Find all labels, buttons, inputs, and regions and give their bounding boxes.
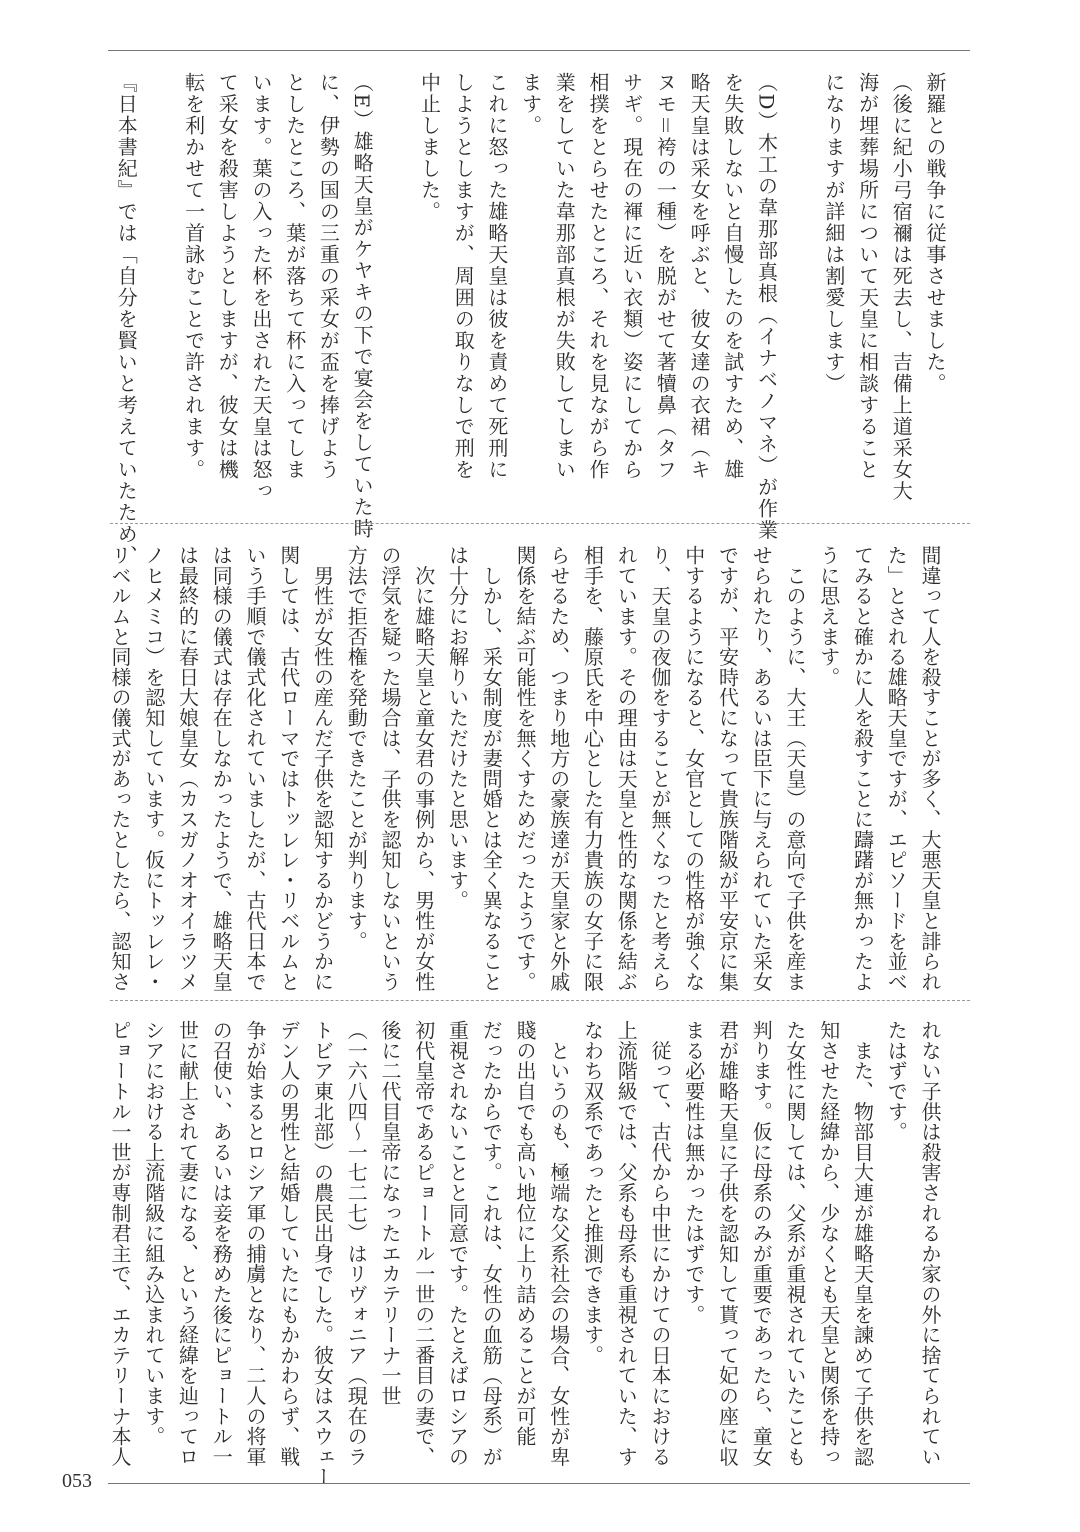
top-rule bbox=[108, 50, 970, 51]
text-column: 新羅との戦争に従事させました。 bbox=[923, 72, 947, 395]
text-column: らせるため、つまり地方の豪族達が天皇家と外戚 bbox=[546, 545, 571, 992]
band-divider bbox=[110, 523, 970, 524]
text-column: れています。その理由は天皇と性的な関係を結ぶ bbox=[614, 545, 639, 992]
text-column: なわち双系であったと推測できます。 bbox=[580, 1020, 605, 1366]
band-divider bbox=[110, 1000, 970, 1001]
text-column: 次に雄略天皇と童女君の事例から、男性が女性 bbox=[411, 545, 436, 992]
text-column: （一六八四～一七二七）はリヴォニア（現在のラ bbox=[344, 1020, 369, 1467]
text-column: うに思えます。 bbox=[816, 545, 841, 688]
text-column: ヌモ＝袴の一種）を脱がせて著犢鼻（タフ bbox=[653, 72, 678, 481]
text-column: てみると確かに人を殺すことに躊躇が無かったよ bbox=[850, 545, 875, 992]
text-column: 中止しました。 bbox=[417, 72, 442, 223]
text-column: 海が埋葬場所について天皇に相談すること bbox=[855, 72, 880, 481]
page-number: 053 bbox=[62, 1470, 92, 1492]
text-column: た女性に関しては、父系が重視されていたことも bbox=[783, 1020, 807, 1467]
text-column: 知させた経緯から、少なくとも天皇と関係を持っ bbox=[816, 1020, 841, 1467]
text-column: たはずです。 bbox=[884, 1020, 909, 1142]
text-column: に、伊勢の国の三重の采女が盃を捧げよう bbox=[316, 72, 341, 481]
text-column: 略天皇は采女を呼ぶと、彼女達の衣裙（キ bbox=[687, 72, 712, 481]
text-column: 君が雄略天皇に子供を認知して貰って妃の座に収 bbox=[715, 1020, 740, 1467]
text-column: ノヒメミコ）を認知しています。仮にトッレレ・ bbox=[141, 545, 166, 992]
text-column: になりますが詳細は割愛します） bbox=[821, 72, 846, 395]
text-column: は最終的に春日大娘皇女（カスガノオオイラツメ bbox=[175, 545, 200, 992]
text-column: デン人の男性と結婚していたにもかかわらず、戦 bbox=[276, 1020, 301, 1467]
text-column: としたところ、葉が落ちて杯に入ってしま bbox=[282, 72, 307, 481]
text-column: リベルムと同様の儀式があったとしたら、認知さ bbox=[108, 545, 132, 992]
text-column: サギ。現在の褌に近い衣類）姿にしてから bbox=[619, 72, 644, 481]
text-column: 関係を結ぶ可能性を無くすためだったようです。 bbox=[513, 545, 537, 992]
text-column: 間違って人を殺すことが多く、大悪天皇と誹られ bbox=[918, 545, 942, 992]
text-column: た」とされる雄略天皇ですが、エピソードを並べ bbox=[884, 545, 909, 992]
text-column: れない子供は殺害されるか家の外に捨てられてい bbox=[918, 1020, 942, 1467]
text-column: 世に献上されて妻になる、という経緯を辿ってロ bbox=[175, 1020, 200, 1467]
text-column: しようとしますが、周囲の取りなしで刑を bbox=[451, 72, 476, 481]
text-column: ですが、平安時代になって貴族階級が平安京に集 bbox=[715, 545, 740, 992]
text-column: せられたり、あるいは臣下に与えられていた采女 bbox=[749, 545, 774, 992]
text-column: （E）雄略天皇がケヤキの下で宴会をしていた時 bbox=[350, 72, 375, 540]
text-column: このように、大王（天皇）の意向で子供を産ま bbox=[783, 545, 807, 992]
text-column: 重視されないことと同意です。たとえばロシアの bbox=[445, 1020, 470, 1467]
text-column: 従って、古代から中世にかけての日本における bbox=[648, 1020, 672, 1467]
text-column: （後に紀小弓宿禰は死去し、吉備上道采女大 bbox=[889, 72, 914, 502]
text-column: 転を利かせて一首詠むことで許されます。 bbox=[181, 72, 206, 481]
text-column: だったからです。これは、女性の血筋（母系）が bbox=[479, 1020, 504, 1467]
text-column: いう手順で儀式化されていましたが、古代日本で bbox=[243, 545, 267, 992]
text-column: ます。 bbox=[518, 72, 543, 137]
text-column: 方法で拒否権を発動できたことが判ります。 bbox=[344, 545, 369, 951]
text-column: シアにおける上流階級に組み込まれています。 bbox=[141, 1020, 166, 1447]
text-column: まる必要性は無かったはずです。 bbox=[681, 1020, 706, 1325]
text-column: 中するようになると、女官としての性格が強くな bbox=[681, 545, 706, 992]
text-column: しかし、采女制度が妻問婚とは全く異なること bbox=[479, 545, 504, 992]
text-column: の召使い、あるいは妾を務めた後にピョートル一 bbox=[209, 1020, 234, 1467]
text-column: 業をしていた韋那部真根が失敗してしまい bbox=[552, 72, 577, 481]
text-column: （D）木工の韋那部真根（イナベノマネ）が作業 bbox=[754, 72, 779, 542]
text-column: 初代皇帝であるピョートル一世の二番目の妻で、 bbox=[411, 1020, 436, 1467]
text-column: 相撲をとらせたところ、それを見ながら作 bbox=[586, 72, 610, 481]
text-column: 上流階級では、父系も母系も重視されていた、す bbox=[614, 1020, 639, 1467]
text-column: て采女を殺害しようとしますが、彼女は機 bbox=[215, 72, 240, 481]
text-column: また、物部目大連が雄略天皇を諫めて子供を認 bbox=[850, 1020, 875, 1467]
text-column: 争が始まるとロシア軍の捕虜となり、二人の将軍 bbox=[243, 1020, 267, 1467]
text-column: は同様の儀式は存在しなかったようで、雄略天皇 bbox=[209, 545, 234, 992]
text-column: 判ります。仮に母系のみが重要であったら、童女 bbox=[749, 1020, 774, 1467]
text-column: り、天皇の夜伽をすることが無くなったと考えら bbox=[648, 545, 672, 992]
text-column: 『日本書紀』では「自分を賢いと考えていたため、 bbox=[114, 72, 139, 567]
text-column: を失敗しないと自慢したのを試すため、雄 bbox=[720, 72, 745, 481]
text-column: トビア東北部）の農民出身でした。彼女はスウェー bbox=[310, 1020, 335, 1487]
text-column: の浮気を疑った場合は、子供を認知しないという bbox=[378, 545, 402, 992]
text-column: 男性が女性の産んだ子供を認知するかどうかに bbox=[310, 545, 335, 992]
text-column: というのも、極端な父系社会の場合、女性が卑 bbox=[546, 1020, 571, 1467]
text-column: ピョートル一世が専制君主で、エカテリーナ本人 bbox=[108, 1020, 132, 1467]
text-column: 関しては、古代ローマではトッレレ・リベルムと bbox=[276, 545, 301, 992]
text-column: 相手を、藤原氏を中心とした有力貴族の女子に限 bbox=[580, 545, 605, 992]
text-column: は十分にお解りいただけたと思います。 bbox=[445, 545, 470, 911]
text-column: 賤の出自でも高い地位に上り詰めることが可能 bbox=[513, 1020, 537, 1447]
bottom-rule bbox=[108, 1483, 970, 1484]
text-column: います。葉の入った杯を出された天皇は怒っ bbox=[249, 72, 273, 502]
text-column: これに怒った雄略天皇は彼を責めて死刑に bbox=[484, 72, 509, 481]
text-column: 後に二代目皇帝になったエカテリーナ一世 bbox=[378, 1020, 402, 1406]
